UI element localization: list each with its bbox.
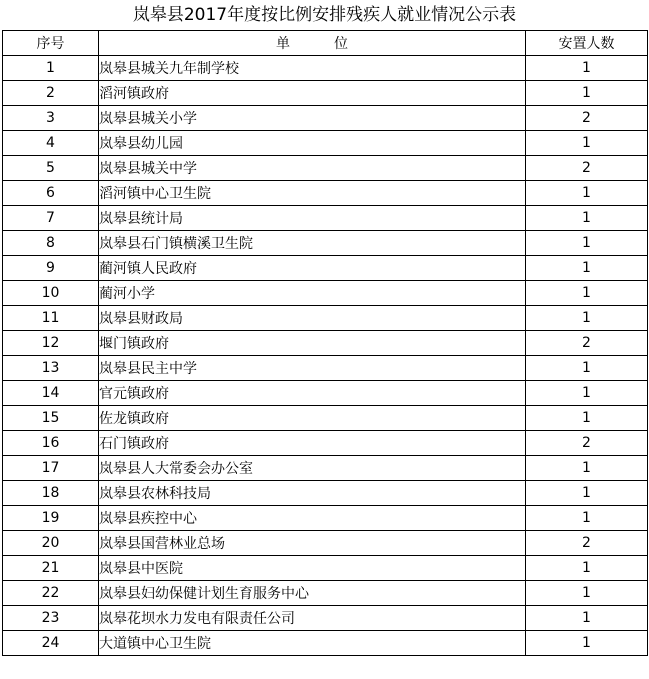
row-unit-cell: 岚皋县城关中学	[99, 156, 526, 181]
table-row	[3, 156, 648, 181]
row-index-cell: 21	[3, 556, 99, 581]
table-row	[3, 556, 648, 581]
row-unit-cell: 官元镇政府	[99, 381, 526, 406]
table-row	[3, 281, 648, 306]
table-header-row	[3, 31, 648, 56]
table-row	[3, 181, 648, 206]
row-unit-cell: 蔺河镇人民政府	[99, 256, 526, 281]
row-unit-cell: 岚皋花坝水力发电有限责任公司	[99, 606, 526, 631]
row-unit-cell: 岚皋县农林科技局	[99, 481, 526, 506]
header-index: 序号	[3, 31, 99, 56]
row-unit-cell: 岚皋县统计局	[99, 206, 526, 231]
row-index-cell: 5	[3, 156, 99, 181]
row-index-cell: 8	[3, 231, 99, 256]
row-unit-cell: 滔河镇政府	[99, 81, 526, 106]
row-count-cell: 1	[526, 81, 648, 106]
row-count-cell: 1	[526, 56, 648, 81]
row-unit-cell: 岚皋县中医院	[99, 556, 526, 581]
row-count-cell: 1	[526, 356, 648, 381]
row-count-cell: 1	[526, 506, 648, 531]
row-index-cell: 6	[3, 181, 99, 206]
employment-table	[2, 30, 648, 656]
row-count-cell: 1	[526, 181, 648, 206]
row-index-cell: 16	[3, 431, 99, 456]
row-unit-cell: 堰门镇政府	[99, 331, 526, 356]
table-row	[3, 431, 648, 456]
table-row	[3, 406, 648, 431]
row-index-cell: 15	[3, 406, 99, 431]
row-count-cell: 1	[526, 456, 648, 481]
table-row	[3, 456, 648, 481]
row-unit-cell: 岚皋县幼儿园	[99, 131, 526, 156]
row-count-cell: 1	[526, 131, 648, 156]
row-index-cell: 9	[3, 256, 99, 281]
row-count-cell: 1	[526, 306, 648, 331]
row-unit-cell: 岚皋县疾控中心	[99, 506, 526, 531]
table-row	[3, 381, 648, 406]
row-unit-cell: 岚皋县妇幼保健计划生育服务中心	[99, 581, 526, 606]
row-count-cell: 2	[526, 431, 648, 456]
row-index-cell: 18	[3, 481, 99, 506]
table-row	[3, 81, 648, 106]
table-row	[3, 506, 648, 531]
row-unit-cell: 岚皋县人大常委会办公室	[99, 456, 526, 481]
table-row	[3, 531, 648, 556]
row-index-cell: 3	[3, 106, 99, 131]
row-count-cell: 1	[526, 231, 648, 256]
row-unit-cell: 佐龙镇政府	[99, 406, 526, 431]
header-unit-part2: 位	[334, 36, 348, 52]
row-count-cell: 1	[526, 481, 648, 506]
row-unit-cell: 蔺河小学	[99, 281, 526, 306]
row-count-cell: 1	[526, 406, 648, 431]
table-row	[3, 331, 648, 356]
row-index-cell: 19	[3, 506, 99, 531]
row-unit-cell: 岚皋县国营林业总场	[99, 531, 526, 556]
row-count-cell: 1	[526, 256, 648, 281]
row-unit-cell: 大道镇中心卫生院	[99, 631, 526, 656]
table-row	[3, 631, 648, 656]
table-row	[3, 131, 648, 156]
row-unit-cell: 滔河镇中心卫生院	[99, 181, 526, 206]
table-row	[3, 581, 648, 606]
table-row	[3, 356, 648, 381]
table-row	[3, 481, 648, 506]
row-index-cell: 14	[3, 381, 99, 406]
row-index-cell: 23	[3, 606, 99, 631]
row-count-cell: 1	[526, 381, 648, 406]
row-index-cell: 2	[3, 81, 99, 106]
row-index-cell: 4	[3, 131, 99, 156]
row-count-cell: 2	[526, 156, 648, 181]
row-count-cell: 1	[526, 556, 648, 581]
row-count-cell: 2	[526, 331, 648, 356]
row-index-cell: 13	[3, 356, 99, 381]
row-index-cell: 17	[3, 456, 99, 481]
row-index-cell: 22	[3, 581, 99, 606]
page-title: 岚皋县2017年度按比例安排残疾人就业情况公示表	[132, 5, 517, 25]
row-count-cell: 1	[526, 631, 648, 656]
row-unit-cell: 岚皋县石门镇横溪卫生院	[99, 231, 526, 256]
row-index-cell: 7	[3, 206, 99, 231]
row-unit-cell: 岚皋县财政局	[99, 306, 526, 331]
row-count-cell: 1	[526, 606, 648, 631]
table-row	[3, 231, 648, 256]
header-unit-part1: 单	[276, 36, 290, 52]
row-unit-cell: 岚皋县城关小学	[99, 106, 526, 131]
row-index-cell: 1	[3, 56, 99, 81]
row-index-cell: 10	[3, 281, 99, 306]
header-count: 安置人数	[526, 31, 648, 56]
row-count-cell: 1	[526, 581, 648, 606]
row-count-cell: 1	[526, 206, 648, 231]
table-body	[3, 56, 648, 656]
table-row	[3, 206, 648, 231]
header-unit	[99, 31, 526, 56]
row-count-cell: 2	[526, 106, 648, 131]
row-unit-cell: 岚皋县城关九年制学校	[99, 56, 526, 81]
row-unit-cell: 石门镇政府	[99, 431, 526, 456]
row-index-cell: 20	[3, 531, 99, 556]
table-row	[3, 106, 648, 131]
row-count-cell: 1	[526, 281, 648, 306]
table-row	[3, 306, 648, 331]
table-row	[3, 606, 648, 631]
row-index-cell: 12	[3, 331, 99, 356]
row-index-cell: 24	[3, 631, 99, 656]
row-index-cell: 11	[3, 306, 99, 331]
table-row	[3, 56, 648, 81]
row-unit-cell: 岚皋县民主中学	[99, 356, 526, 381]
row-count-cell: 2	[526, 531, 648, 556]
table-row	[3, 256, 648, 281]
